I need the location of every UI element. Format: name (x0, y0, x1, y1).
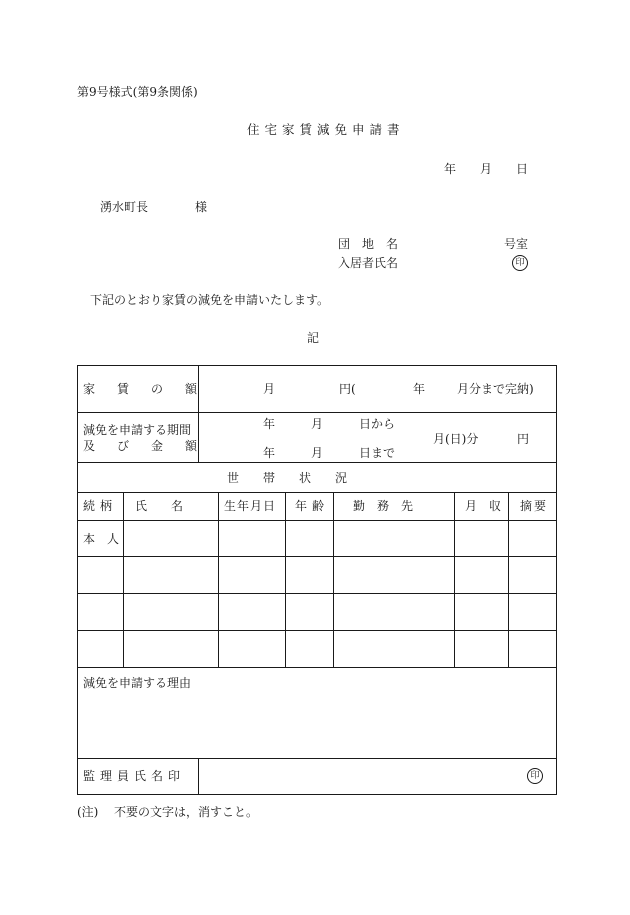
column-workplace: 勤 務 先 (353, 499, 414, 513)
column-birthdate: 生年月日 (224, 499, 277, 513)
reason-label: 減免を申請する理由 (83, 676, 192, 690)
period-from-year: 年 (263, 417, 276, 431)
rent-yen-label: 円( (339, 382, 356, 396)
column-relationship: 続柄 (83, 499, 118, 513)
period-yen-label: 円 (517, 432, 530, 446)
household-status-heading: 世 帯 状 況 (227, 471, 348, 485)
supervisor-seal-icon: 印 (527, 768, 543, 784)
column-remarks: 摘要 (520, 499, 549, 513)
addressee: 湧水町長 (100, 200, 149, 214)
supervisor-name-label: 監理員氏名印 (83, 769, 186, 783)
period-label-line2: 及 び 金 額 (83, 439, 203, 453)
form-number: 第9号様式(第9条関係) (77, 85, 198, 99)
period-amount-label: 月(日)分 (433, 432, 479, 446)
room-number-suffix: 号室 (504, 237, 529, 251)
rent-amount-label: 家 賃 の 額 (83, 382, 203, 396)
application-table (77, 365, 557, 795)
honorific: 様 (195, 200, 208, 214)
rent-month-label: 月 (263, 382, 276, 396)
page-title: 住宅家賃減免申請書 (247, 122, 405, 137)
column-name: 氏 名 (135, 499, 184, 513)
footnote-marker: (注) (77, 805, 99, 819)
column-age: 年齢 (295, 499, 330, 513)
date-month-label: 月 (480, 162, 493, 176)
period-label-line1: 減免を申請する期間 (83, 423, 192, 437)
note-heading: 記 (307, 331, 320, 345)
column-monthly-income: 月 収 (465, 499, 502, 513)
period-from-month: 月 (311, 417, 324, 431)
rent-paid-until-label: 月分まで完納) (457, 382, 534, 396)
housing-complex-label: 団 地 名 (338, 237, 399, 251)
period-to-month: 月 (311, 446, 324, 460)
resident-name-label: 入居者氏名 (338, 256, 399, 270)
intro-text: 下記のとおり家賃の減免を申請いたします。 (90, 293, 330, 307)
rent-year-label: 年 (413, 382, 426, 396)
date-day-label: 日 (516, 162, 529, 176)
footnote-text: 不要の文字は，消すこと。 (114, 805, 259, 819)
resident-seal-icon: 印 (512, 255, 528, 271)
period-from-day: 日から (359, 417, 396, 431)
period-to-day: 日まで (359, 446, 396, 460)
period-to-year: 年 (263, 446, 276, 460)
table-row (83, 532, 119, 546)
row-relationship-cell: 本 人 (83, 532, 120, 546)
date-year-label: 年 (444, 162, 457, 176)
